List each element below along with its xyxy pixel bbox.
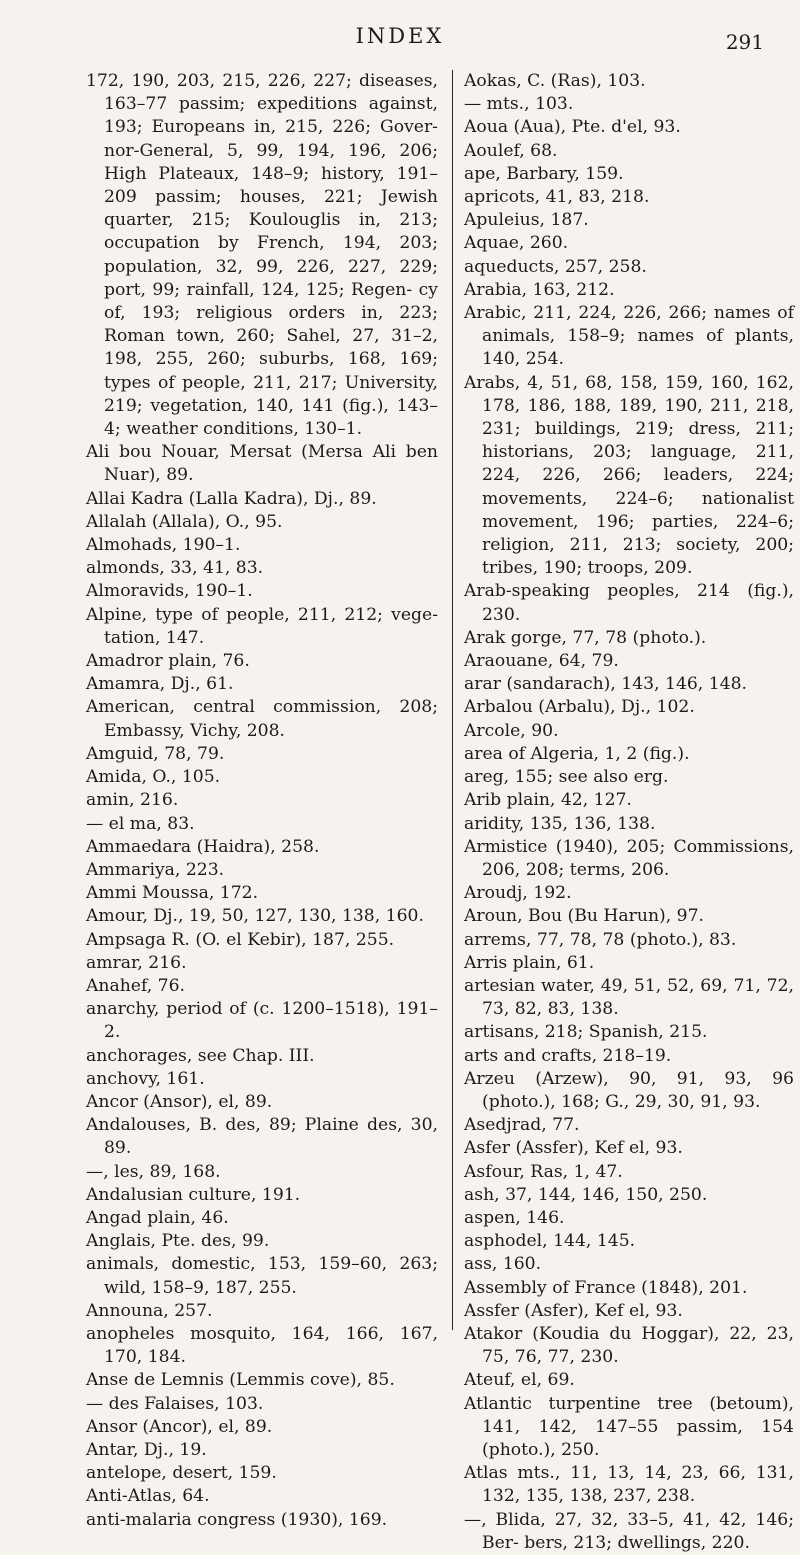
index-entry: anopheles mosquito, 164, 166, 167, 170, 184.	[86, 1323, 438, 1368]
index-entry: Ali bou Nouar, Mersat (Mersa Ali ben Nuar), 89.	[86, 442, 438, 486]
index-entry: Amguid, 78, 79.	[86, 743, 225, 764]
index-column-left	[86, 70, 438, 1530]
index-entry: Aoulef, 68.	[464, 140, 558, 161]
index-entry: Alpine, type of people, 211, 212; vege- tation, 147.	[86, 604, 438, 648]
index-entry: Amida, O., 105.	[86, 767, 221, 788]
index-entry: Ancor (Ansor), el, 89.	[86, 1091, 273, 1112]
index-entry: Arcole, 90.	[464, 720, 559, 741]
index-entry: arrems, 77, 78, 78 (photo.), 83.	[464, 929, 737, 950]
index-entry: ash, 37, 144, 146, 150, 250.	[464, 1184, 708, 1205]
index-entry: Angad plain, 46.	[86, 1207, 229, 1228]
index-entry: Anglais, Pte. des, 99.	[86, 1231, 270, 1252]
index-entry: Arib plain, 42, 127.	[464, 790, 632, 811]
index-entry: Aokas, C. (Ras), 103.	[464, 71, 646, 91]
index-entry: Andalouses, B. des, 89; Plaine des, 30, 89.	[86, 1115, 438, 1159]
index-entry: —, les, 89, 168.	[86, 1161, 221, 1182]
index-entry: Asfer (Assfer), Kef el, 93.	[464, 1138, 683, 1159]
index-entry: Atlas mts., 11, 13, 14, 23, 66, 131, 132, 135, 138, 237, 238.	[464, 1463, 794, 1507]
index-entry: Arak gorge, 77, 78 (photo.).	[464, 627, 707, 648]
index-entry: asphodel, 144, 145.	[464, 1231, 636, 1252]
index-entry: Anse de Lemnis (Lemmis cove), 85.	[86, 1370, 395, 1391]
index-entry: Announa, 257.	[86, 1300, 213, 1321]
index-entry: Ansor (Ancor), el, 89.	[86, 1416, 273, 1437]
index-entry: Amour, Dj., 19, 50, 127, 130, 138, 160.	[86, 906, 424, 927]
index-entry: Ampsaga R. (O. el Kebir), 187, 255.	[86, 929, 395, 950]
page-header	[0, 18, 800, 58]
index-entry: anchorages, see Chap. III.	[86, 1045, 315, 1066]
index-entry: ape, Barbary, 159.	[464, 163, 624, 184]
index-entry: — des Falaises, 103.	[86, 1393, 264, 1414]
index-entry: Assfer (Asfer), Kef el, 93.	[464, 1300, 683, 1321]
index-entry: Atlantic turpentine tree (betoum), 141, 142, 147–55 passim, 154 (photo.), 250.	[464, 1393, 794, 1460]
index-entry: arts and crafts, 218–19.	[464, 1045, 672, 1066]
index-entry: Aquae, 260.	[464, 233, 569, 254]
index-entry: aqueducts, 257, 258.	[464, 256, 647, 277]
index-entry: Armistice (1940), 205; Commissions, 206, 208; terms, 206.	[464, 836, 794, 880]
index-entry: Arabia, 163, 212.	[464, 279, 615, 300]
index-entry: arar (sandarach), 143, 146, 148.	[464, 674, 748, 695]
index-entry: Almoravids, 190–1.	[86, 581, 253, 602]
index-entry: Aroun, Bou (Bu Harun), 97.	[464, 906, 704, 927]
column-divider	[452, 70, 453, 1330]
index-entry: Arris plain, 61.	[464, 952, 595, 973]
index-entry: Aroudj, 192.	[464, 883, 572, 904]
index-entry: Aoua (Aua), Pte. d'el, 93.	[464, 117, 681, 138]
index-entry: —, Blida, 27, 32, 33–5, 41, 42, 146; Ber- bers, 213; dwellings, 220.	[464, 1509, 794, 1553]
index-entry: Antar, Dj., 19.	[86, 1439, 207, 1460]
index-entry: Anahef, 76.	[86, 975, 185, 996]
index-entry: Asfour, Ras, 1, 47.	[464, 1161, 623, 1182]
index-entry: Allai Kadra (Lalla Kadra), Dj., 89.	[86, 488, 377, 509]
index-entry: antelope, desert, 159.	[86, 1463, 277, 1484]
index-entry: Asedjrad, 77.	[464, 1115, 580, 1136]
index-entry: Arbalou (Arbalu), Dj., 102.	[464, 697, 695, 718]
index-entry: animals, domestic, 153, 159–60, 263; wild, 158–9, 187, 255.	[86, 1254, 438, 1298]
index-entry: anti-malaria congress (1930), 169.	[86, 1509, 388, 1530]
index-entry: 172, 190, 203, 215, 226, 227; diseases, 163–77 passim; expeditions against, 193; Europeans in, 215, 226; Gover- nor-General, 5, 99, 194, 196, 206; High Plateaux, 148–9; history, 191– 209 passim; houses, 221; Jewish quarter, 215; Koulouglis in, 213; occupation by French, 194, 203; population, 32, 99, 226, 227, 229; port, 99; rainfall, 124, 125; Regen- cy of, 193; religious orders in, 223; Roman town, 260; Sahel, 27, 31–2, 198, 255, 260; suburbs, 168, 169; types of people, 211, 217; University, 219; vegetation, 140, 141 (fig.), 143–4; weather conditions, 130–1.	[86, 71, 438, 440]
index-entry: apricots, 41, 83, 218.	[464, 187, 650, 208]
index-entry: Assembly of France (1848), 201.	[464, 1277, 748, 1298]
index-entry: almonds, 33, 41, 83.	[86, 558, 264, 579]
index-entry: artisans, 218; Spanish, 215.	[464, 1022, 708, 1043]
index-entry: aspen, 146.	[464, 1207, 565, 1228]
index-entry: artesian water, 49, 51, 52, 69, 71, 72, 73, 82, 83, 138.	[464, 975, 794, 1020]
index-entry: amin, 216.	[86, 790, 179, 811]
index-entry: Apuleius, 187.	[464, 210, 589, 231]
index-entry: Atakor (Koudia du Hoggar), 22, 23, 75, 76, 77, 230.	[464, 1323, 794, 1368]
index-entry: Ammaedara (Haidra), 258.	[86, 836, 320, 857]
index-entry: Ammariya, 223.	[86, 859, 225, 880]
index-entry: Amamra, Dj., 61.	[86, 674, 234, 695]
index-entry: Arabs, 4, 51, 68, 158, 159, 160, 162, 178, 186, 188, 189, 190, 211, 218, 231; buildings, 219; dress, 211; historians, 203; language, 211, 224, 226, 266; leaders, 224; movements, 224–6; nationalist movement, 196; parties, 224–6; religion, 211, 213; society, 200; tribes, 190; troops, 209.	[464, 372, 794, 579]
page-number: 291	[725, 30, 764, 54]
index-entry: Arzeu (Arzew), 90, 91, 93, 96 (photo.), 168; G., 29, 30, 91, 93.	[464, 1068, 794, 1112]
index-entry: Ammi Moussa, 172.	[86, 883, 259, 904]
index-entry: Araouane, 64, 79.	[464, 651, 619, 672]
index-entry: ass, 160.	[464, 1254, 542, 1275]
index-entry: Amadror plain, 76.	[86, 651, 250, 672]
index-entry: Andalusian culture, 191.	[86, 1184, 301, 1205]
index-entry: Arab-speaking peoples, 214 (fig.), 230.	[464, 581, 794, 625]
index-entry: American, central commission, 208; Embassy, Vichy, 208.	[86, 697, 438, 741]
index-entry: aridity, 135, 136, 138.	[464, 813, 656, 834]
index-entry: — mts., 103.	[464, 94, 574, 115]
index-entry: Anti-Atlas, 64.	[86, 1486, 210, 1507]
index-entry: amrar, 216.	[86, 952, 187, 973]
page-title: INDEX	[355, 24, 445, 48]
index-entry: Allalah (Allala), O., 95.	[86, 511, 283, 532]
index-entry: anchovy, 161.	[86, 1068, 205, 1089]
index-entry: Arabic, 211, 224, 226, 266; names of animals, 158–9; names of plants, 140, 254.	[464, 303, 794, 370]
index-entry: area of Algeria, 1, 2 (fig.).	[464, 743, 690, 764]
index-entry: — el ma, 83.	[86, 813, 195, 834]
index-entry: areg, 155; see also erg.	[464, 767, 669, 788]
index-entry: Ateuf, el, 69.	[464, 1370, 575, 1391]
index-entry: anarchy, period of (c. 1200–1518), 191–2.	[86, 999, 438, 1043]
index-entry: Almohads, 190–1.	[86, 535, 241, 556]
index-column-right	[464, 70, 794, 1553]
